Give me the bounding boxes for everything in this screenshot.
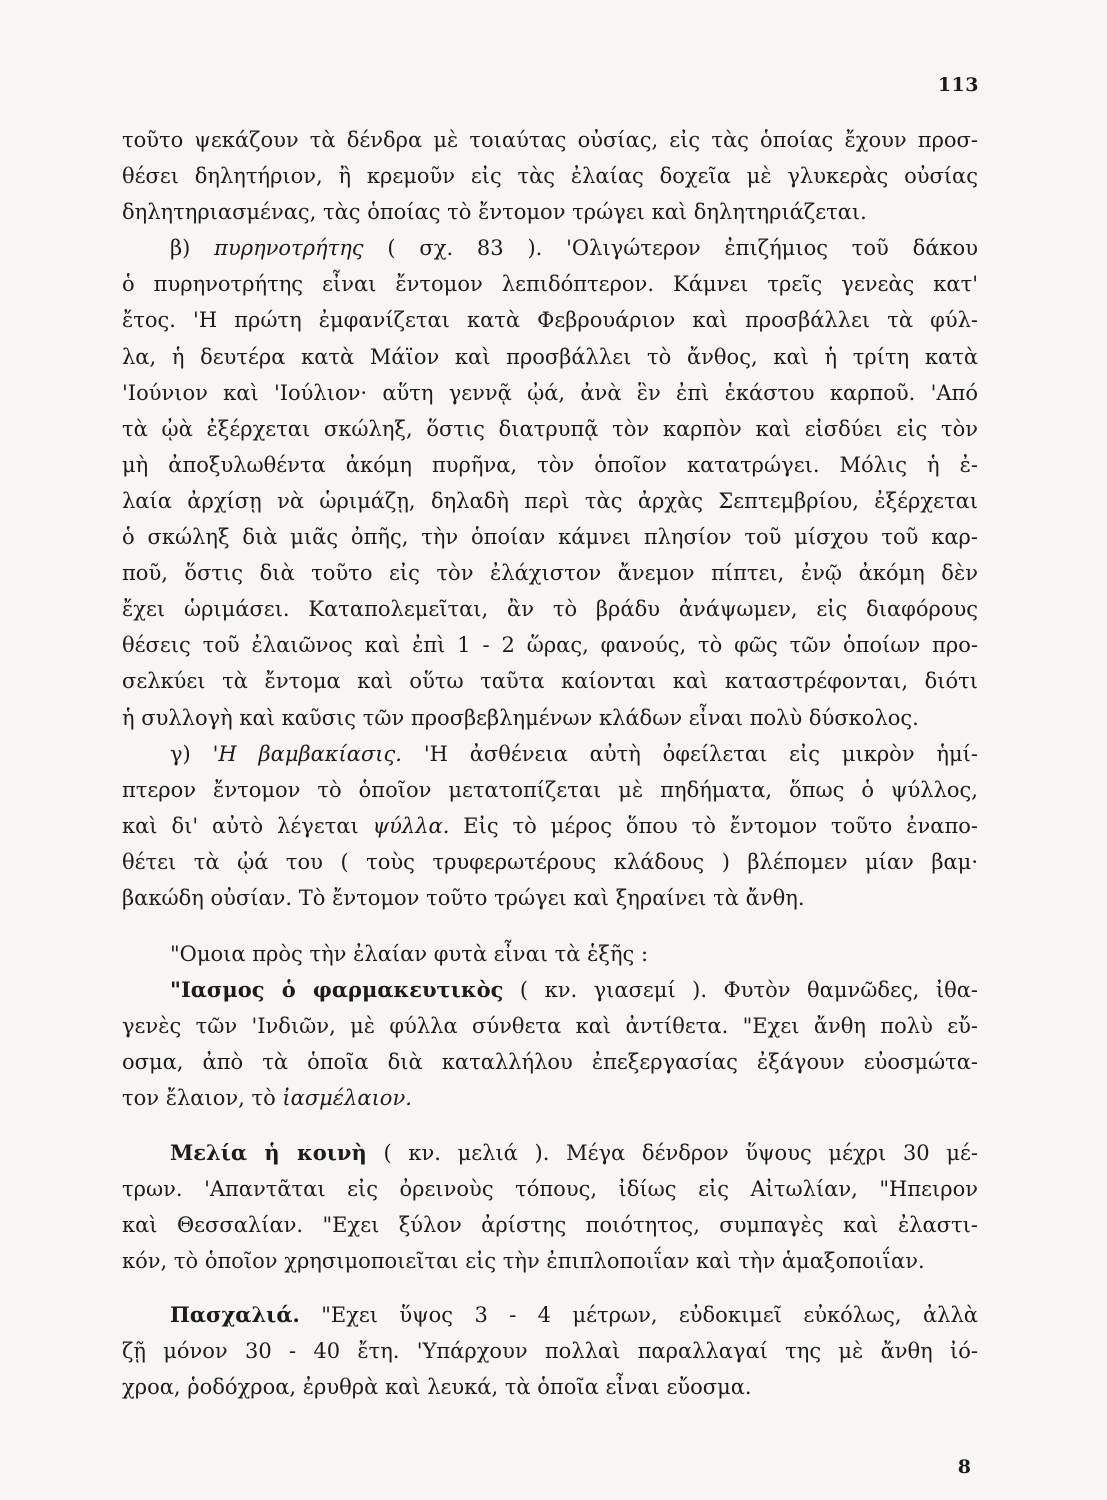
text-fragment: Εἰς τὸ μέρος ὅπου τὸ ἔντομον τοῦτο ἐναπο- bbox=[463, 813, 978, 838]
text-line: λα, ἡ δευτέρα κατὰ Μάϊον καὶ προσβάλλει τὸ ἄνθος, καὶ ἡ τρίτη κατὰ bbox=[122, 344, 978, 369]
text-line bbox=[122, 1297, 978, 1333]
text-line: ζῇ μόνον 30 - 40 ἔτη. 'Υπάρχουν πολλαὶ παραλλαγαί της μὲ ἄνθη ἰό- bbox=[122, 1339, 978, 1363]
text-fragment: τον ἔλαιον, τὸ bbox=[122, 1086, 276, 1111]
text-line: γενὲς τῶν 'Ινδιῶν, μὲ φύλλα σύνθετα καὶ ἀντίθετα. "Εχει ἄνθη πολὺ εὔ- bbox=[122, 1014, 978, 1039]
plant-name: Πασχαλιά. bbox=[170, 1301, 300, 1327]
text-fragment: "Εχει ὕψος 3 - 4 μέτρων, εὐδοκιμεῖ εὐκόλως, ἀλλὰ bbox=[321, 1302, 978, 1327]
text-line: θέσει δηλητήριον, ἢ κρεμοῦν εἰς τὰς ἐλαίας δοχεῖα μὲ γλυκερὰς οὐσίας bbox=[122, 164, 978, 189]
text-fragment: ( κν. μελιά ). Μέγα δένδρον ὕψους μέχρι 30 μέ- bbox=[383, 1140, 978, 1165]
text-line: 'Ιούνιον καὶ 'Ιούλιον· αὕτη γεννᾷ ᾠά, ἀνὰ ἓν ἐπὶ ἑκάστου καρποῦ. 'Από bbox=[122, 380, 978, 405]
text-line: ὁ σκώληξ διὰ μιᾶς ὀπῆς, τὴν ὁποίαν κάμνει πλησίον τοῦ μίσχου τοῦ καρ- bbox=[122, 525, 978, 550]
text-line: "Ομοια πρὸς τὴν ἐλαίαν φυτὰ εἶναι τὰ ἑξῆς : bbox=[170, 942, 649, 967]
text-fragment: ( κν. γιασεμί ). Φυτὸν θαμνῶδες, ἰθα- bbox=[519, 978, 978, 1003]
text-line: ὁ πυρηνοτρήτης εἶναι ἔντομον λεπιδόπτερον. Κάμνει τρεῖς γενεὰς κατ' bbox=[122, 272, 978, 297]
item-marker: γ) bbox=[170, 741, 191, 766]
plant-name: "Ιασμος ὁ φαρμακευτικὸς bbox=[170, 977, 504, 1003]
text-fragment: ( σχ. 83 ). 'Ολιγώτερον ἐπιζήμιος τοῦ δάκου bbox=[387, 236, 978, 261]
text-line: τοῦτο ψεκάζουν τὰ δένδρα μὲ τοιαύτας οὐσίας, εἰς τὰς ὁποίας ἔχουν προσ- bbox=[122, 128, 978, 152]
plant-name: Μελία ἡ κοινὴ bbox=[170, 1139, 367, 1165]
text-line bbox=[122, 230, 978, 266]
text-line: χροα, ῥοδόχροα, ἐρυθρὰ καὶ λευκά, τὰ ὁποῖα εἶναι εὔοσμα. bbox=[122, 1375, 752, 1400]
text-line: μὴ ἀποξυλωθέντα ἀκόμη πυρῆνα, τὸν ὁποῖον κατατρώγει. Μόλις ἡ ἐ- bbox=[122, 452, 978, 477]
text-fragment: 'Η ἀσθένεια αὐτὴ ὀφείλεται εἰς μικρὸν ἡμί- bbox=[423, 741, 978, 766]
text-line: ποῦ, ὅστις διὰ τοῦτο εἰς τὸν ἐλάχιστον ἄνεμον πίπτει, ἐνῷ ἀκόμη δὲν bbox=[122, 561, 978, 586]
term-italic: ψύλλα. bbox=[372, 813, 450, 838]
text-line: λαία ἀρχίσῃ νὰ ὡριμάζῃ, δηλαδὴ περὶ τὰς ἀρχὰς Σεπτεμβρίου, ἐξέρχεται bbox=[122, 488, 978, 513]
text-line: δηλητηριασμένας, τὰς ὁποίας τὸ ἔντομον τρώγει καὶ δηλητηριάζεται. bbox=[122, 200, 867, 225]
text-line: σελκύει τὰ ἔντομα καὶ οὕτω ταῦτα καίονται καὶ καταστρέφονται, διότι bbox=[122, 669, 978, 694]
body-text bbox=[122, 122, 978, 1405]
text-line: τρων. 'Απαντᾶται εἰς ὀρεινοὺς τόπους, ἰδίως εἰς Αἰτωλίαν, "Ηπειρον bbox=[122, 1176, 978, 1201]
text-line bbox=[122, 1135, 978, 1171]
text-line: ἔχει ὡριμάσει. Καταπολεμεῖται, ἂν τὸ βράδυ ἀνάψωμεν, εἰς διαφόρους bbox=[122, 597, 978, 622]
text-line: τὰ ᾠὰ ἐξέρχεται σκώληξ, ὅστις διατρυπᾷ τὸν καρπὸν καὶ εἰσδύει εἰς τὸν bbox=[122, 416, 978, 441]
text-line: βακώδη οὐσίαν. Τὸ ἔντομον τοῦτο τρώγει καὶ ξηραίνει τὰ ἄνθη. bbox=[122, 885, 805, 910]
text-line: οσμα, ἀπὸ τὰ ὁποῖα διὰ καταλλήλου ἐπεξεργασίας ἐξάγουν εὐοσμώτα- bbox=[122, 1050, 978, 1075]
text-line: κόν, τὸ ὁποῖον χρησιμοποιεῖται εἰς τὴν ἐπιπλοποιΐαν καὶ τὴν ἁμαξοποιΐαν. bbox=[122, 1248, 925, 1273]
item-marker: β) bbox=[170, 236, 191, 261]
text-line: θέτει τὰ ᾠά του ( τοὺς τρυφερωτέρους κλάδους ) βλέπομεν μίαν βαμ· bbox=[122, 849, 978, 874]
text-line: καὶ Θεσσαλίαν. "Εχει ξύλον ἀρίστης ποιότητος, συμπαγὲς καὶ ἐλαστι- bbox=[122, 1212, 978, 1237]
text-line: ἔτος. 'Η πρώτη ἐμφανίζεται κατὰ Φεβρουάριον καὶ προσβάλλει τὰ φύλ- bbox=[122, 308, 978, 333]
term-italic: ἰασμέλαιον. bbox=[282, 1086, 412, 1111]
term-italic: 'Η βαμβακίασις. bbox=[212, 741, 402, 766]
text-line bbox=[122, 736, 978, 772]
text-line bbox=[122, 972, 978, 1008]
term-italic: πυρηνοτρήτης bbox=[214, 236, 364, 261]
text-line bbox=[122, 1080, 978, 1116]
sheet-number: 8 bbox=[957, 1456, 971, 1478]
text-line: πτερον ἔντομον τὸ ὁποῖον μετατοπίζεται μὲ πηδήματα, ὅπως ὁ ψύλλος, bbox=[122, 777, 978, 802]
text-line bbox=[122, 808, 978, 844]
page-number: 113 bbox=[937, 74, 979, 96]
text-fragment: καὶ δι' αὐτὸ λέγεται bbox=[122, 813, 359, 838]
text-line: θέσεις τοῦ ἐλαιῶνος καὶ ἐπὶ 1 - 2 ὥρας, φανούς, τὸ φῶς τῶν ὁποίων προ- bbox=[122, 633, 978, 658]
text-line: ἡ συλλογὴ καὶ καῦσις τῶν προσβεβλημένων κλάδων εἶναι πολὺ δύσκολος. bbox=[122, 705, 919, 730]
